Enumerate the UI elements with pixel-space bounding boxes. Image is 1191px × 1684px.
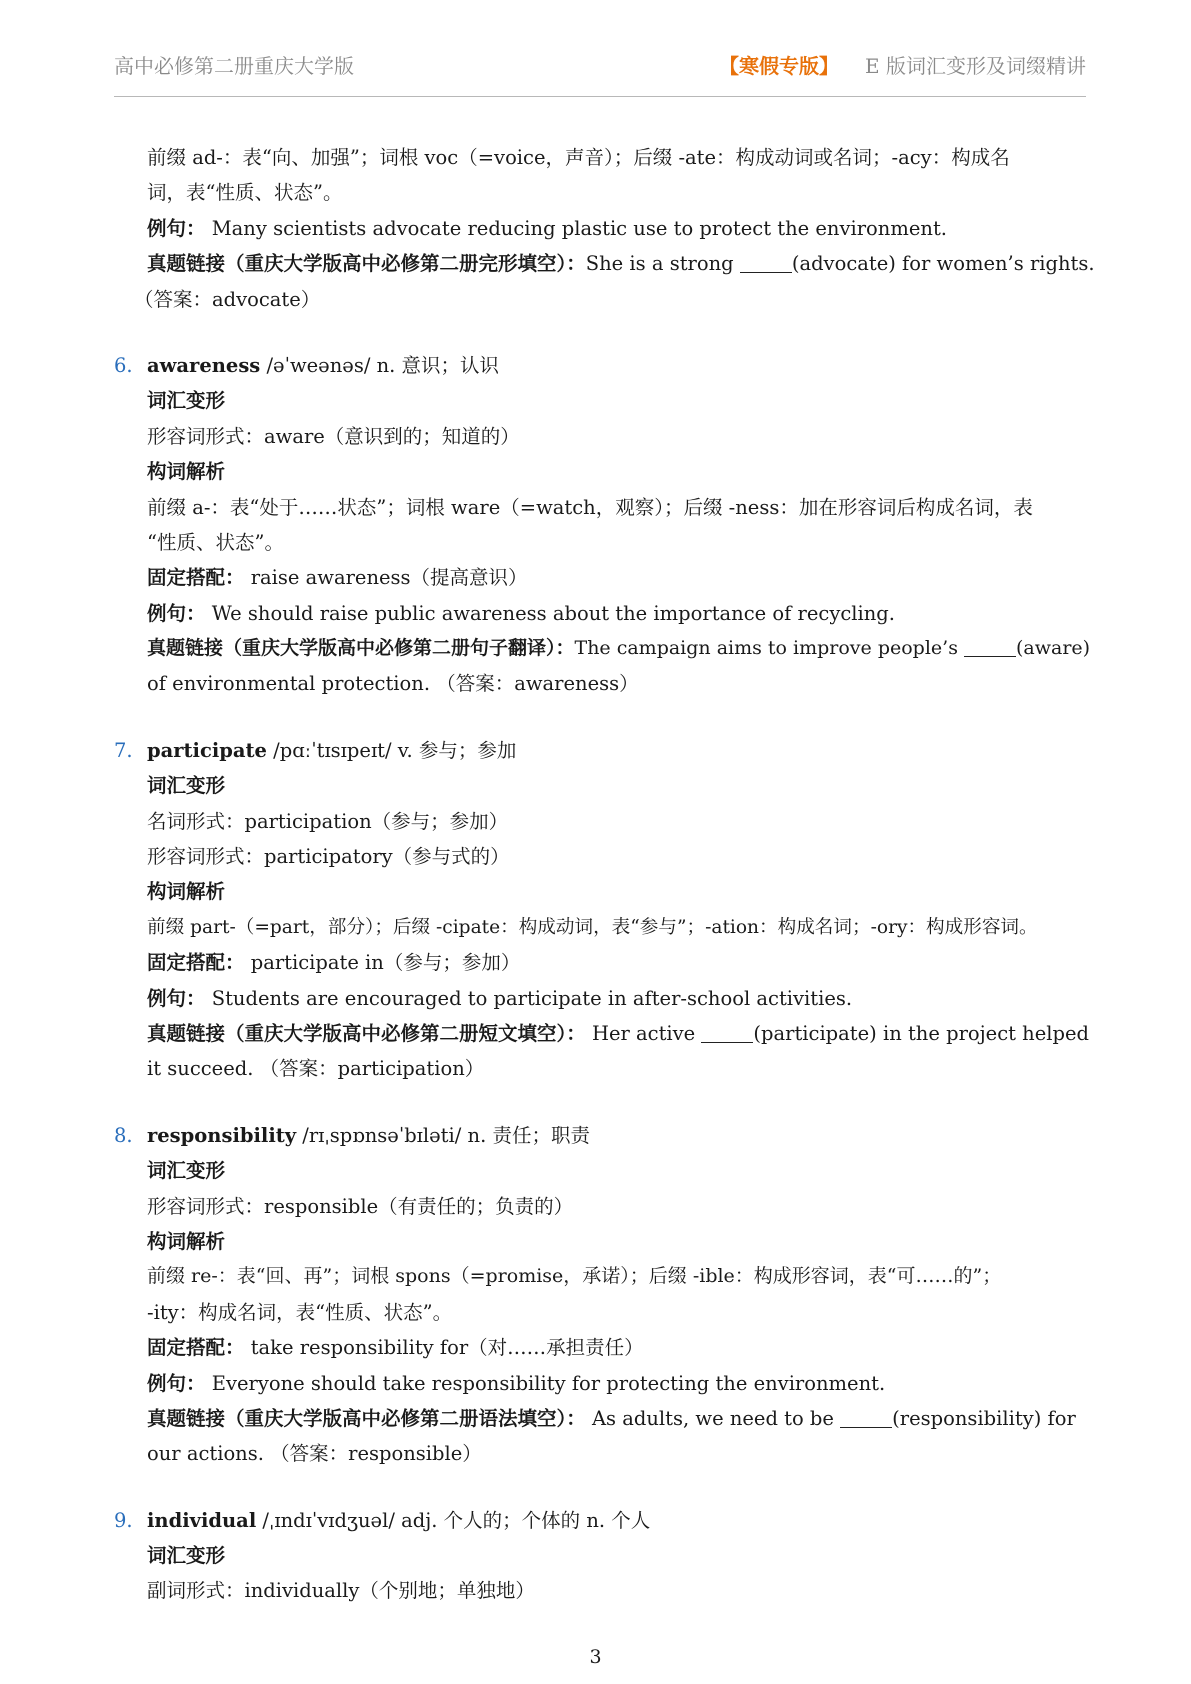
word-form: 名词形式：participation（参与；参加） (147, 809, 509, 833)
fill-blank (740, 252, 792, 273)
entry-word: responsibility (147, 1123, 297, 1147)
entry-number: 6. (114, 353, 133, 377)
exam-link-label: 真题链接（重庆大学版高中必修第二册语法填空）： (147, 1406, 586, 1430)
example-sentence: 例句： Students are encouraged to participate in after-school activities. (147, 986, 853, 1010)
section-heading: 词汇变形 (147, 389, 226, 413)
section-heading: 词汇变形 (147, 1544, 226, 1568)
entry-phonetic: /ˌɪndɪˈvɪdʒuəl/ adj. 个人的；个体的 n. 个人 (256, 1508, 651, 1532)
example-label: 例句： (147, 601, 206, 625)
fill-blank (840, 1407, 892, 1428)
word-form: 副词形式：individually（个别地；单独地） (147, 1579, 535, 1603)
exam-link-continued: our actions. （答案：responsible） (147, 1442, 482, 1466)
header-book-title: 高中必修第二册重庆大学版 (114, 54, 354, 78)
entry-heading (114, 1118, 1096, 1153)
exam-link-continued: of environmental protection. （答案：awareness） (147, 672, 639, 696)
analysis-line: 前缀 ad-：表“向、加强”；词根 voc（=voice，声音）；后缀 -ate：构成动词或名词；-acy：构成名 (147, 146, 1010, 169)
word-form: 形容词形式：responsible（有责任的；负责的） (147, 1194, 574, 1218)
example-sentence: 例句： Everyone should take responsibility for protecting the environment. (147, 1371, 886, 1395)
entry-word: awareness (147, 353, 261, 377)
exam-link-label: 真题链接（重庆大学版高中必修第二册句子翻译）： (147, 637, 575, 660)
entry-number: 7. (114, 738, 133, 762)
fixed-label: 固定搭配： (147, 951, 245, 975)
section-heading: 构词解析 (147, 1229, 226, 1253)
fixed-label: 固定搭配： (147, 1336, 245, 1360)
exam-link-label: 真题链接（重庆大学版高中必修第二册短文填空）： (147, 1021, 586, 1045)
fixed-collocation: 固定搭配： participate in（参与；参加） (147, 951, 521, 975)
fill-blank (701, 1022, 753, 1043)
exam-link: 真题链接（重庆大学版高中必修第二册语法填空）： As adults, we need to be (responsibility) for (147, 1406, 1076, 1430)
header-subtitle: E 版词汇变形及词缀精讲 (865, 54, 1086, 78)
section-heading: 构词解析 (147, 880, 226, 904)
fixed-label: 固定搭配： (147, 566, 245, 590)
entry-phonetic: /pɑːˈtɪsɪpeɪt/ v. 参与；参加 (266, 738, 517, 762)
answer: （答案：advocate） (134, 287, 321, 311)
entry-phonetic: /rɪˌspɒnsəˈbɪləti/ n. 责任；职责 (296, 1123, 590, 1147)
entry-word: individual (147, 1508, 257, 1532)
fixed-collocation: 固定搭配： raise awareness（提高意识） (147, 566, 528, 590)
exam-link: 真题链接（重庆大学版高中必修第二册短文填空）： Her active (participate) in the project helped (147, 1021, 1090, 1045)
analysis-line: “性质、状态”。 (147, 530, 284, 554)
page-content (114, 140, 1096, 1609)
entry-heading (114, 348, 1096, 383)
exam-link-continued: it succeed. （答案：participation） (147, 1057, 485, 1081)
entry-phonetic: /əˈweənəs/ n. 意识；认识 (260, 353, 500, 377)
analysis-line: 词，表“性质、状态”。 (147, 181, 343, 205)
analysis-line: 前缀 part-（=part，部分）；后缀 -cipate：构成动词，表“参与”；-ation：构成名词；-ory：构成形容词。 (147, 916, 1038, 938)
example-label: 例句： (147, 1371, 206, 1395)
header-badge: 【寒假专版】 (719, 54, 840, 78)
exam-link: 真题链接（重庆大学版高中必修第二册句子翻译）：The campaign aims to improve people’s (aware) (147, 637, 1091, 660)
exam-link: 真题链接（重庆大学版高中必修第二册完形填空）：She is a strong (advocate) for women’s rights. (147, 252, 1095, 276)
entry-number: 9. (114, 1508, 133, 1532)
fixed-collocation: 固定搭配： take responsibility for（对……承担责任） (147, 1336, 644, 1360)
word-form: 形容词形式：participatory（参与式的） (147, 845, 510, 869)
fill-blank (964, 636, 1016, 657)
entry-word: participate (147, 738, 267, 762)
example-sentence: 例句： We should raise public awareness about the importance of recycling. (147, 601, 895, 625)
entry-number: 8. (114, 1123, 133, 1147)
page-header (114, 44, 1086, 97)
section-heading: 词汇变形 (147, 1159, 226, 1183)
header-right (719, 50, 1086, 79)
section-heading: 词汇变形 (147, 774, 226, 798)
analysis-line: -ity：构成名词，表“性质、状态”。 (147, 1300, 453, 1324)
example-label: 例句： (147, 216, 206, 240)
analysis-line: 前缀 re-：表“回、再”；词根 spons（=promise，承诺）；后缀 -ible：构成形容词，表“可……的”； (147, 1265, 1002, 1288)
entry-heading (114, 733, 1096, 768)
exam-link-label: 真题链接（重庆大学版高中必修第二册完形填空）： (147, 252, 586, 276)
section-heading: 构词解析 (147, 460, 226, 484)
word-form: 形容词形式：aware（意识到的；知道的） (147, 424, 520, 448)
example-label: 例句： (147, 986, 206, 1010)
example-sentence: 例句： Many scientists advocate reducing plastic use to protect the environment. (147, 216, 947, 240)
analysis-line: 前缀 a-：表“处于……状态”；词根 ware（=watch，观察）；后缀 -ness：加在形容词后构成名词，表 (147, 495, 1033, 519)
page-number: 3 (589, 1646, 602, 1668)
entry-heading (114, 1503, 1096, 1538)
